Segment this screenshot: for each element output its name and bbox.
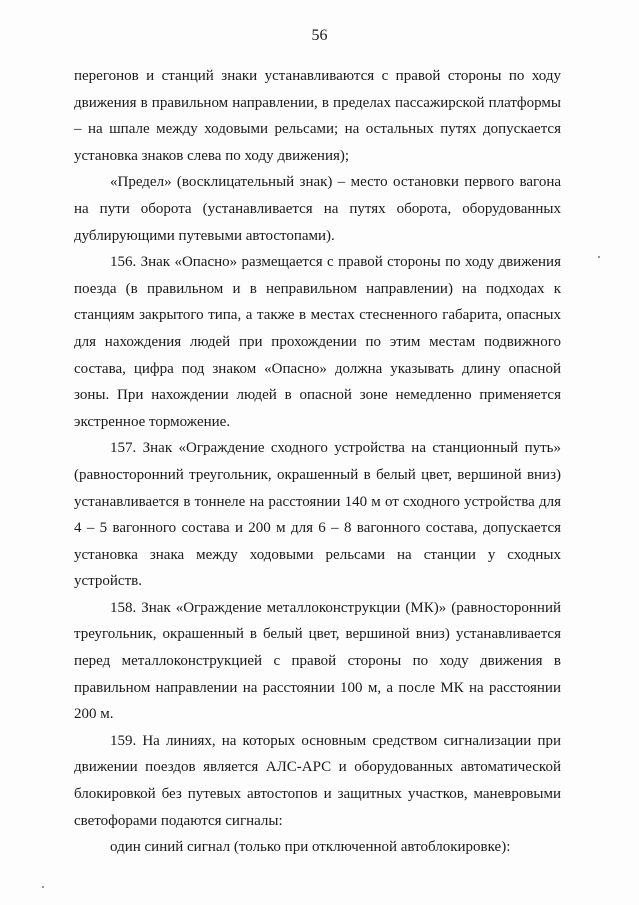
paragraph-predel-sign: «Предел» (восклицательный знак) – место остановки первого вагона на пути оборота (устанавливается на путях оборота, оборудованных дублирующими путевыми автостопами). — [74, 174, 561, 244]
page-number: 56 — [311, 27, 328, 44]
paragraph-156: 156. Знак «Опасно» размещается с правой стороны по ходу движения поезда (в правильном и в неправильном направлении) на подходах к станциям закрытого типа, а также в местах стесненного габарита, опасных для нахождения людей при прохождении по этим местам подвижного состава, цифра под знаком «Опасно» должна указывать длину опасной зоны. При нахождении людей в опасной зоне немедленно применяется экстренное торможение. — [74, 254, 561, 430]
paragraph-blue-signal: один синий сигнал (только при отключенной автоблокировке): — [110, 839, 511, 856]
scan-speck — [598, 256, 600, 258]
paragraph-159: 159. На линиях, на которых основным средством сигнализации при движении поездов является АЛС-АРС и оборудованных автоматической блокировкой без путевых автостопов и защитных участков, маневровыми светофорами подаются сигналы: — [74, 732, 561, 829]
document-body — [74, 63, 561, 861]
scan-speck — [42, 886, 44, 888]
paragraph-157: 157. Знак «Ограждение сходного устройства на станционный путь» (равносторонний треугольник, окрашенный в белый цвет, вершиной вниз) устанавливается в тоннеле на расстоянии 140 м от сходного устройства для 4 – 5 вагонного состава и 200 м для 6 – 8 вагонного состава, допускается установка знака между ходовыми рельсами на станции у сходных устройств. — [74, 440, 561, 590]
paragraph-158: 158. Знак «Ограждение металлоконструкции (МК)» (равносторонний треугольник, окрашенный в белый цвет, вершиной вниз) устанавливается перед металлоконструкцией с правой стороны по ходу движения в правильном направлении на расстоянии 100 м, а после МК на расстоянии 200 м. — [74, 599, 561, 723]
paragraph-continuation: перегонов и станций знаки устанавливаются с правой стороны по ходу движения в правильном направлении, в пределах пассажирской платформы – на шпале между ходовыми рельсами; на остальных путях допускается установка знаков слева по ходу движения); — [74, 68, 561, 164]
